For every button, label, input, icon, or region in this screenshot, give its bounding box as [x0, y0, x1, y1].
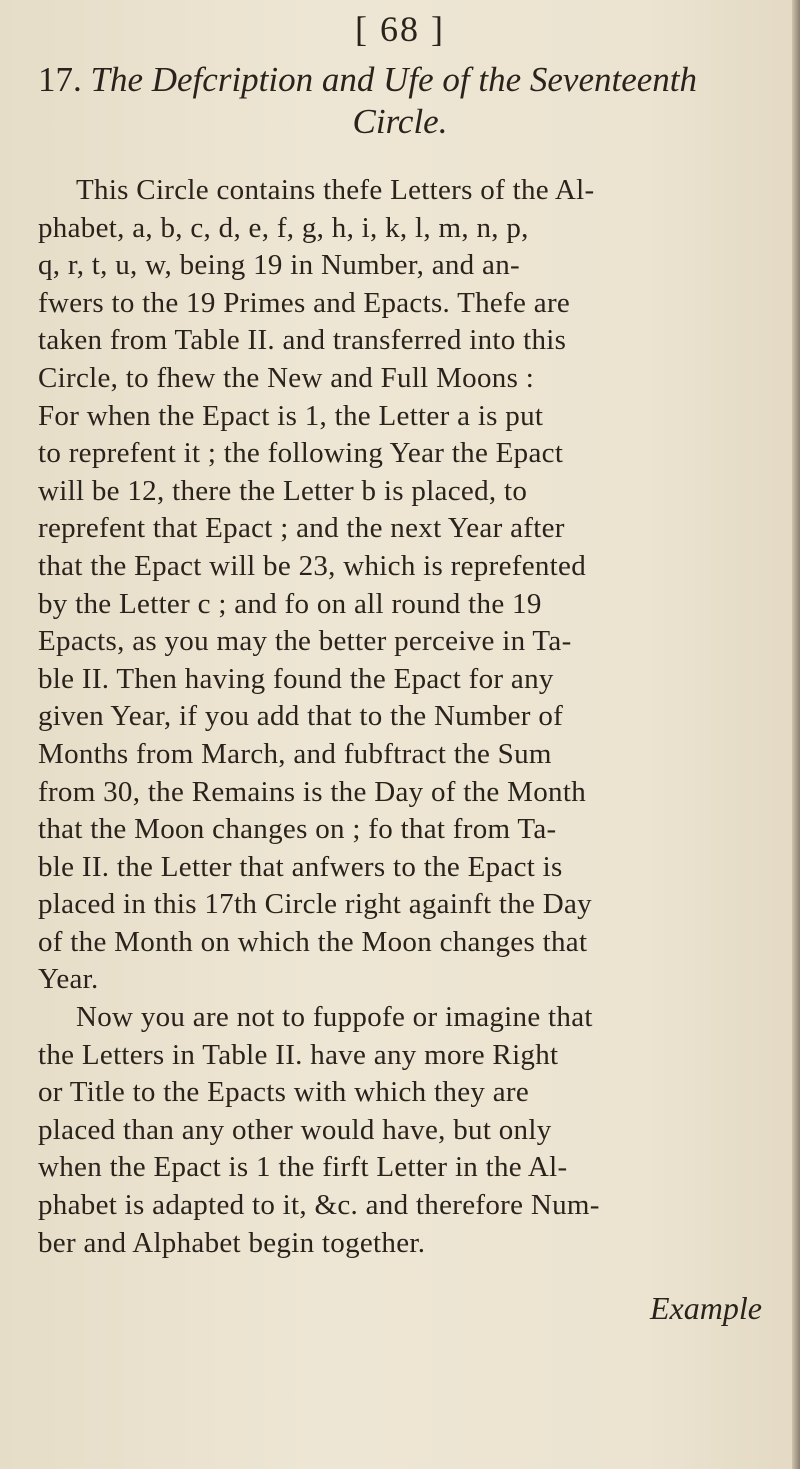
- text-line: by the Letter c ; and fo on all round the 19: [38, 587, 542, 620]
- text-line: Year.: [38, 963, 99, 996]
- text-line: taken from Table II. and transferred into this: [38, 324, 567, 357]
- text-line: Months from March, and fubftract the Sum: [38, 737, 552, 770]
- text-line: phabet is adapted to it, &c. and therefore Num-: [38, 1189, 600, 1222]
- text-line: ber and Alphabet begin together.: [38, 1226, 426, 1259]
- catchword: Example: [650, 1290, 762, 1326]
- text-line: that the Epact will be 23, which is reprefented: [38, 549, 586, 582]
- text-line: reprefent that Epact ; and the next Year after: [38, 512, 565, 545]
- text-line: or Title to the Epacts with which they are: [38, 1076, 530, 1109]
- text-line: to reprefent it ; the following Year the Epact: [38, 437, 564, 470]
- text-line: For when the Epact is 1, the Letter a is put: [38, 399, 544, 432]
- page-number: [ 68 ]: [355, 9, 445, 49]
- text-line: Circle, to fhew the New and Full Moons :: [38, 361, 535, 394]
- text-line: placed than any other would have, but only: [38, 1113, 552, 1146]
- text-line: will be 12, there the Letter b is placed, to: [38, 474, 528, 507]
- section-title: [38, 58, 798, 102]
- text-line: ble II. the Letter that anfwers to the Epact is: [38, 850, 563, 883]
- text-line: phabet, a, b, c, d, e, f, g, h, i, k, l, m, n, p,: [38, 211, 529, 244]
- text-line: that the Moon changes on ; fo that from Ta-: [38, 813, 557, 846]
- text-line: Now you are not to fuppofe or imagine that: [76, 1001, 593, 1034]
- text-line: Epacts, as you may the better perceive in Ta-: [38, 625, 572, 658]
- section-number: 17.: [38, 60, 82, 99]
- text-line: the Letters in Table II. have any more Right: [38, 1038, 559, 1071]
- body-text: [38, 172, 790, 1262]
- text-line: q, r, t, u, w, being 19 in Number, and an-: [38, 249, 520, 282]
- section-title-text: The Defcription and Ufe of the Seventeenth: [90, 60, 698, 99]
- section-subtitle: Circle.: [352, 102, 448, 141]
- text-line: ble II. Then having found the Epact for any: [38, 662, 554, 695]
- text-line: from 30, the Remains is the Day of the Month: [38, 775, 587, 808]
- text-line: This Circle contains thefe Letters of the Al-: [76, 174, 595, 206]
- text-line: given Year, if you add that to the Number of: [38, 700, 564, 733]
- text-line: when the Epact is 1 the firft Letter in the Al-: [38, 1151, 568, 1184]
- text-line: of the Month on which the Moon changes that: [38, 925, 588, 958]
- text-line: placed in this 17th Circle right againft the Day: [38, 888, 592, 921]
- text-line: fwers to the 19 Primes and Epacts. Thefe are: [38, 286, 571, 319]
- page-edge: [792, 0, 800, 1469]
